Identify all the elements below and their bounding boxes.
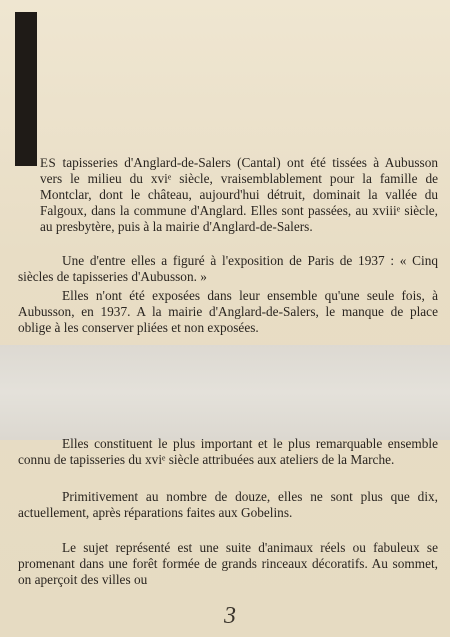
- paragraph-3: Elles n'ont été exposées dans leur ensemble qu'une seule fois, à Aubusson, en 1937. A la mairie d'Anglard-de-Salers, le manque de place oblige à les conserver pliées et non exposées.: [18, 288, 438, 335]
- page-number: 3: [224, 603, 236, 629]
- paragraph-4: Elles constituent le plus important et le plus remarquable ensemble connu de tapisseries du xviᵉ siècle attribuées aux ateliers de la Marche.: [18, 436, 438, 467]
- paragraph-1: [18, 155, 438, 235]
- paragraph-1-lead: ES: [40, 155, 57, 170]
- fold-band: [0, 345, 450, 440]
- drop-cap-letter-l: [15, 12, 37, 166]
- paragraph-6: Le sujet représenté est une suite d'animaux réels ou fabuleux se promenant dans une forêt formée de grands rinceaux décoratifs. Au sommet, on aperçoit des villes ou: [18, 540, 438, 587]
- paragraph-2: Une d'entre elles a figuré à l'exposition de Paris de 1937 : « Cinq siècles de tapisseries d'Aubusson. »: [18, 253, 438, 284]
- show-through-text: [150, 22, 440, 44]
- paragraph-1-text: tapisseries d'Anglard-de-Salers (Cantal) ont été tissées à Aubusson vers le milieu du xviᵉ siècle, vraisemblablement pour la famille de Montclar, dont le château, aujourd'hui détruit, dominait la vallée du Falgoux, dans la commune d'Anglard. Elles sont passées, au xviiiᵉ siècle, au presbytère, puis à la mairie d'Anglard-de-Salers.: [40, 155, 439, 234]
- paragraph-5: Primitivement au nombre de douze, elles ne sont plus que dix, actuellement, après réparations faites aux Gobelins.: [18, 489, 438, 520]
